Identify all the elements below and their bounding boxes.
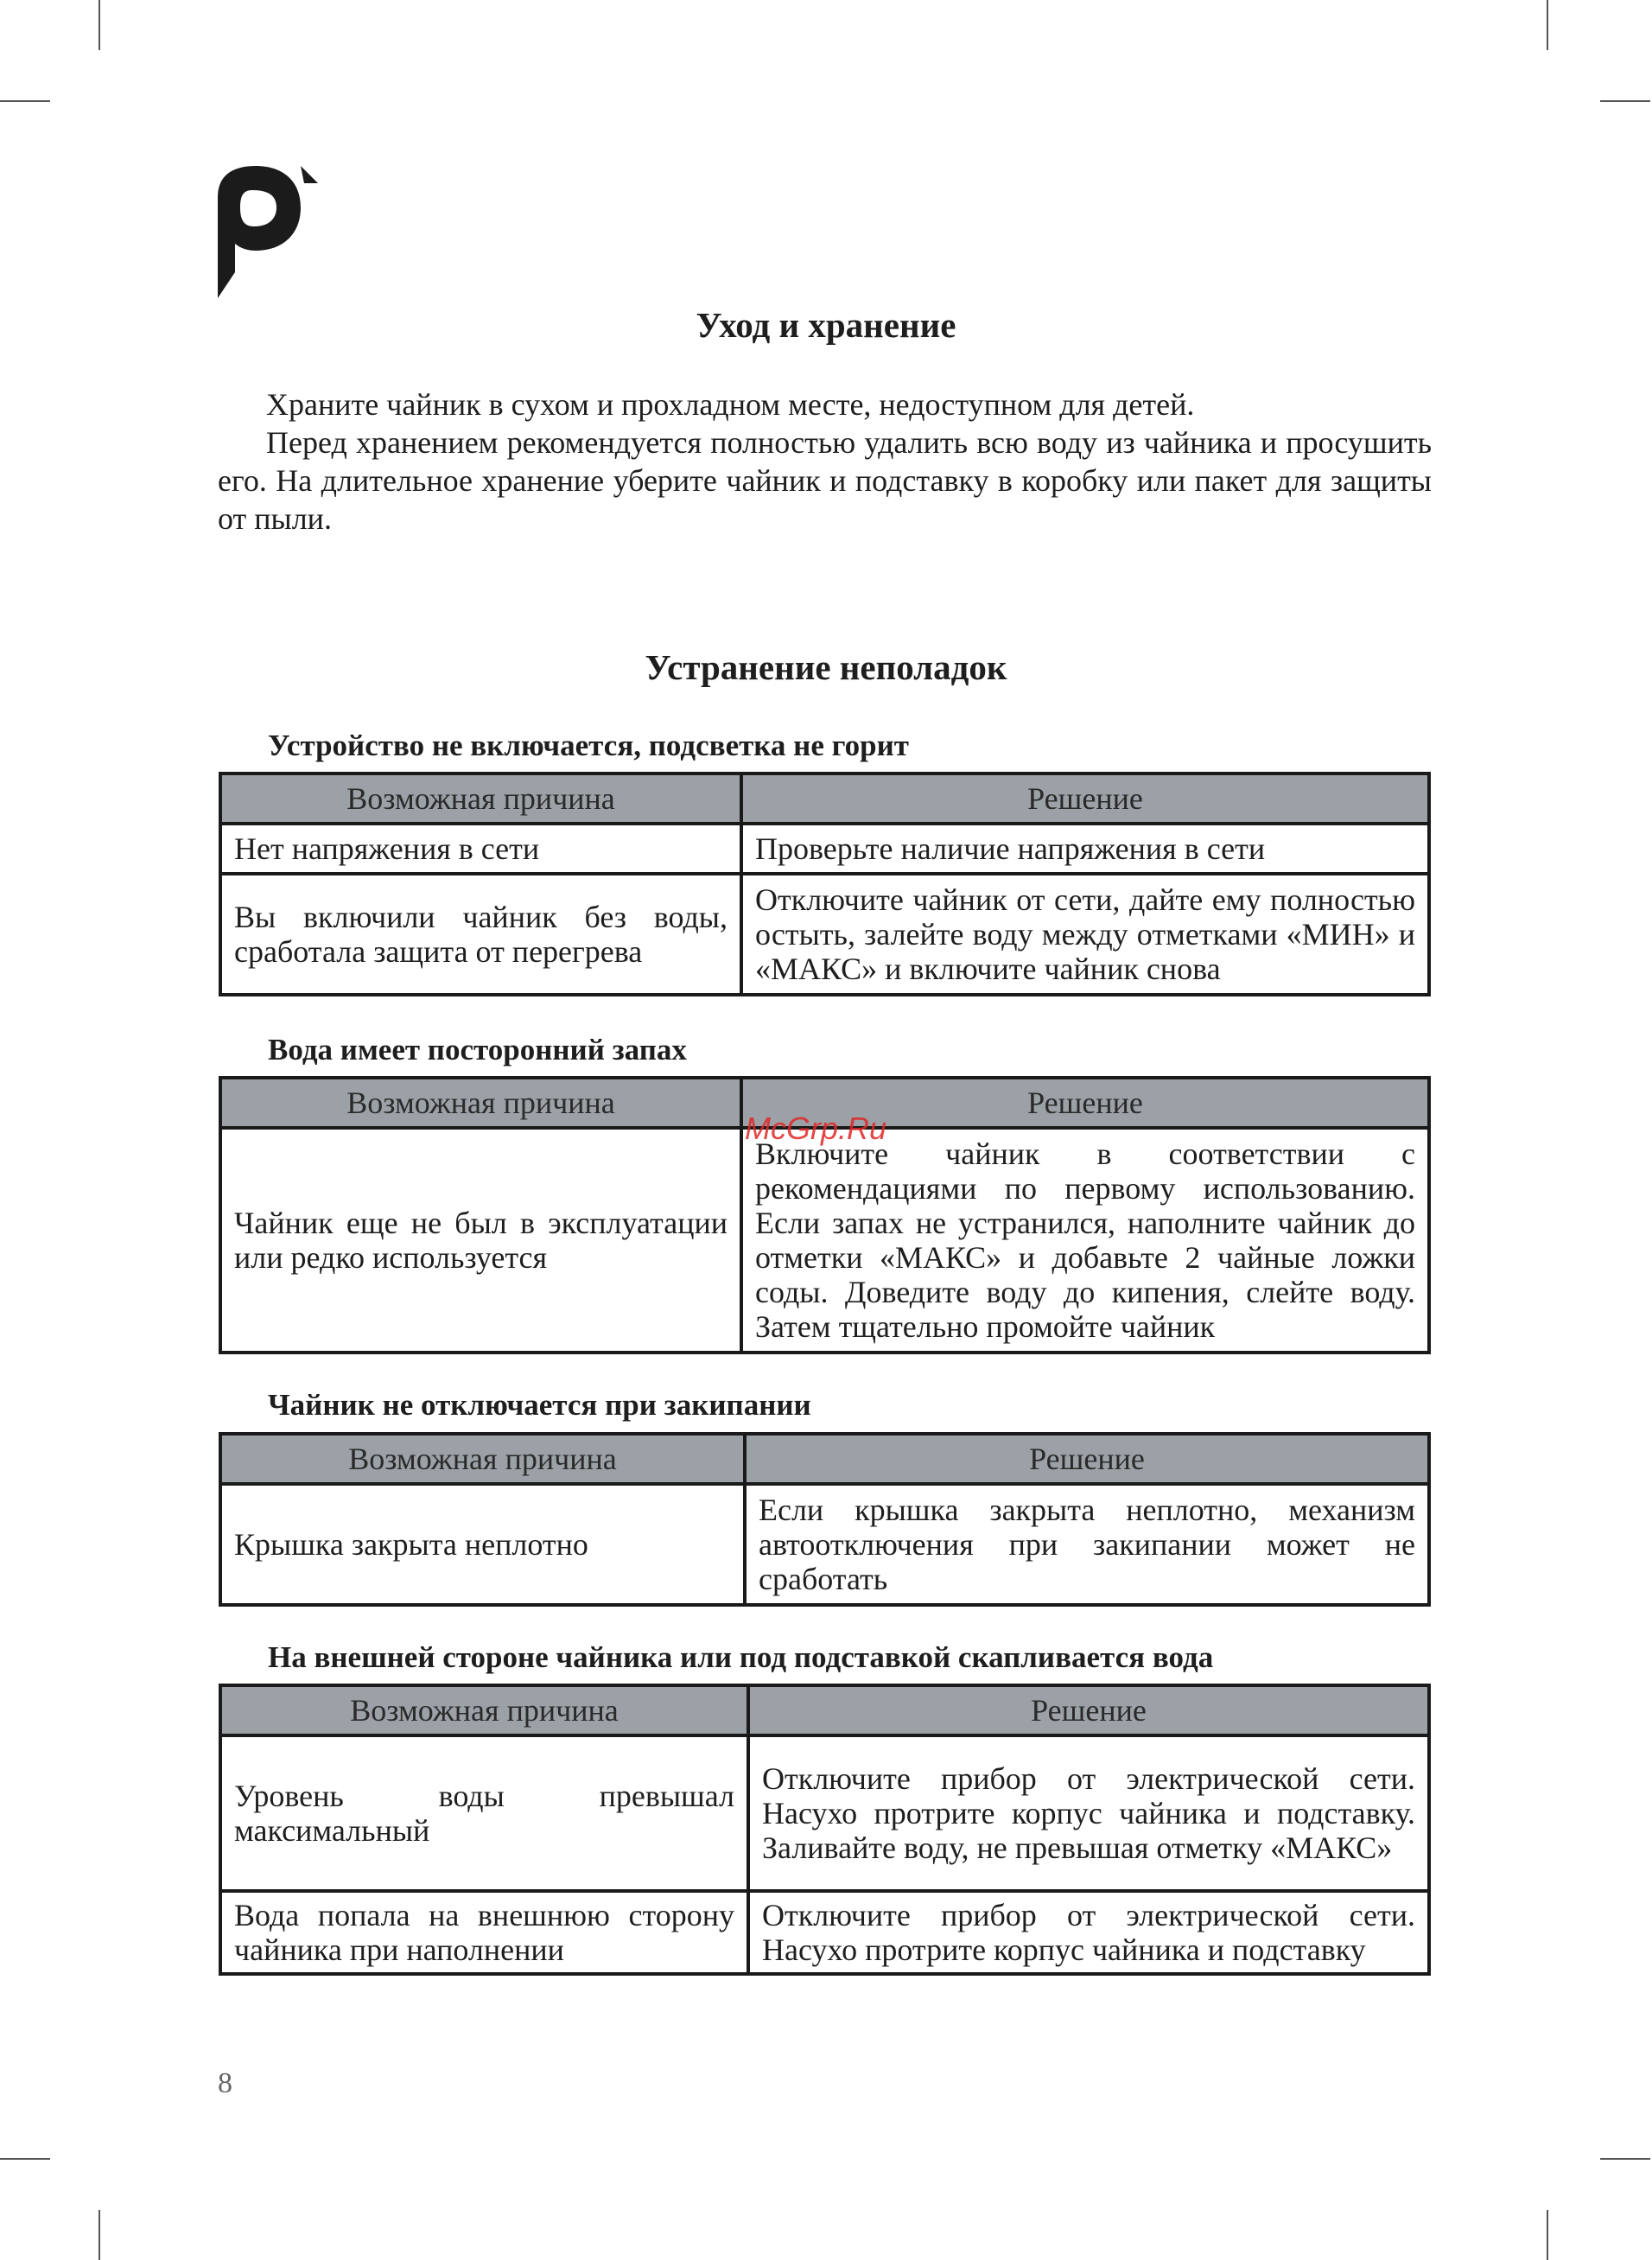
column-header-solution: Решение — [741, 1078, 1429, 1128]
watermark: McGrp.Ru — [745, 1111, 887, 1146]
cause-cell: Вы включили чайник без воды, сработала защита от перегрева — [220, 874, 741, 995]
column-header-solution: Решение — [745, 1434, 1429, 1484]
solution-cell: Если крышка закрыта неплотно, механизм автоотключения при закипании может не сработать — [745, 1484, 1429, 1605]
crop-mark — [1547, 0, 1548, 50]
care-paragraph-1: Храните чайник в сухом и прохладном месте, недоступном для детей. — [266, 387, 1195, 422]
table-row — [220, 1128, 1429, 1353]
table-row — [220, 1484, 1429, 1605]
troubleshooting-title: Устранение неполадок — [645, 647, 1007, 687]
column-header-solution: Решение — [741, 773, 1429, 824]
solution-cell: Проверьте наличие напряжения в сети — [741, 824, 1429, 874]
cause-cell: Чайник еще не был в эксплуатации или редко используется — [220, 1128, 741, 1353]
crop-mark — [98, 0, 100, 50]
section-heading-odor: Вода имеет посторонний запах — [268, 1033, 687, 1066]
table-row — [220, 1891, 1429, 1974]
column-header-solution: Решение — [748, 1685, 1429, 1735]
cause-cell: Крышка закрыта неплотно — [220, 1484, 745, 1605]
care-paragraph-2: Перед хранением рекомендуется полностью удалить всю воду из чайника и просушить его. На длительное хранение уберите чайник и подставку в коробку или пакет для защиты от пыли. — [218, 425, 1432, 536]
section-heading-no-auto-off: Чайник не отключается при закипании — [268, 1388, 811, 1422]
brand-logo-icon — [216, 164, 320, 298]
solution-cell: Отключите чайник от сети, дайте ему полностью остыть, залейте воду между отметками «МИН» и «МАКС» и включите чайник снова — [741, 874, 1429, 995]
cause-cell: Нет напряжения в сети — [220, 824, 741, 874]
solution-cell: Отключите прибор от электрической сети. Насухо протрите корпус чайника и подставку. Заливайте воду, не превышая отметку «МАКС» — [748, 1735, 1429, 1891]
care-text — [218, 385, 1432, 538]
cause-cell: Вода попала на внешнюю сторону чайника при наполнении — [220, 1891, 748, 1974]
column-header-cause: Возможная причина — [220, 1078, 741, 1128]
column-header-cause: Возможная причина — [220, 1685, 748, 1735]
table-no-power — [219, 772, 1431, 996]
crop-mark — [1547, 2210, 1548, 2260]
crop-mark — [1600, 2158, 1650, 2160]
crop-mark — [0, 2158, 50, 2160]
care-title: Уход и хранение — [696, 305, 956, 345]
section-heading-water-leak: На внешней стороне чайника или под подставкой скапливается вода — [268, 1640, 1214, 1674]
solution-cell: Включите чайник в соответствии с рекомендациями по первому использованию. Если запах не устранился, наполните чайник до отметки «МАКС» и добавьте 2 чайные ложки соды. Доведите воду до кипения, слейте воду. Затем тщательно промойте чайник — [741, 1128, 1429, 1353]
page-number: 8 — [218, 2067, 232, 2099]
table-no-auto-off — [219, 1432, 1431, 1607]
column-header-cause: Возможная причина — [220, 1434, 745, 1484]
crop-mark — [98, 2210, 100, 2260]
solution-cell: Отключите прибор от электрической сети. Насухо протрите корпус чайника и подставку — [748, 1891, 1429, 1974]
table-row — [220, 1735, 1429, 1891]
table-row — [220, 824, 1429, 874]
column-header-cause: Возможная причина — [220, 773, 741, 824]
crop-mark — [1600, 100, 1650, 102]
section-heading-no-power: Устройство не включается, подсветка не горит — [268, 729, 909, 762]
crop-mark — [0, 100, 50, 102]
cause-cell: Уровень воды превышал максимальный — [220, 1735, 748, 1891]
table-row — [220, 874, 1429, 995]
table-water-leak — [219, 1684, 1431, 1976]
